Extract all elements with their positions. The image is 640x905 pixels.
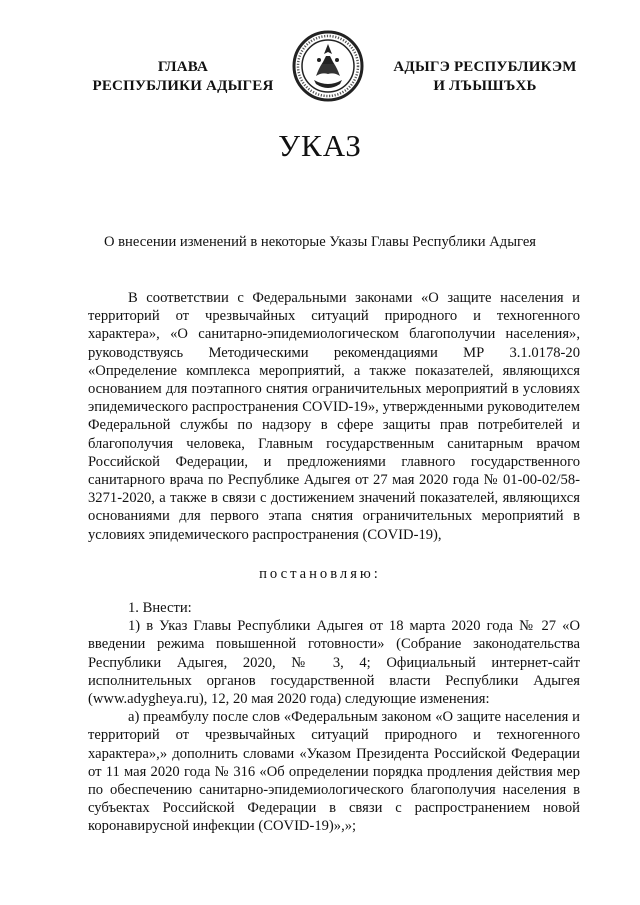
issuer-header-russian (88, 58, 278, 96)
item-1-subitem-1-a: а) преамбулу после слов «Федеральным законом «О защите населения и территорий от чрезвычайных ситуаций природного и техногенного характера»,» дополнить словами «Указом Президента Российской Федерации от 11 мая 2020 года № 316 «Об определении порядка продления действия мер по обеспечению санитарно-эпидемиологического благополучия населения в субъектах Российской Федерации в связи с распространением новой коронавирусной инфекции (COVID-19)»,»; (88, 709, 580, 835)
issuer-line-2: РЕСПУБЛИКИ АДЫГЕЯ (92, 78, 274, 94)
decree-word: постановляю: (259, 566, 381, 582)
issuer-line-2-adyghe: И ЛЪЫШЪХЬ (433, 78, 537, 94)
issuer-header-adyghe (385, 58, 585, 96)
amendments-block (88, 599, 580, 836)
coat-of-arms-emblem-icon (292, 30, 364, 102)
document-subject: О внесении изменений в некоторые Указы Главы Республики Адыгея (103, 234, 537, 250)
document-title: УКАЗ (278, 128, 362, 163)
item-1: 1. Внести: (128, 600, 192, 616)
issuer-line-1: ГЛАВА (157, 59, 209, 75)
preamble-block (88, 289, 580, 544)
item-1-subitem-1: 1) в Указ Главы Республики Адыгея от 18 марта 2020 года № 27 «О введении режима повышенной готовности» (Собрание законодательства Республики Адыгея, 2020, № 3, 4; Официальный интернет-сайт исполнительных органов государственной власти Республики Адыгея (www.adygheya.ru), 12, 20 мая 2020 года) следующие изменения: (88, 618, 580, 708)
issuer-line-1-adyghe: АДЫГЭ РЕСПУБЛИКЭМ (393, 59, 577, 75)
preamble-paragraph: В соответствии с Федеральными законами «О защите населения и территорий от чрезвычайных ситуаций природного и техногенного характера», «О санитарно-эпидемиологическом благополучии населения», руководствуясь Методическими рекомендациями МР 3.1.0178-20 «Определение комплекса мероприятий, а также показателей, являющихся основанием для поэтапного снятия ограничительных мероприятий в условиях эпидемического распространения COVID-19», утвержденными руководителем Федеральной службы по надзору в сфере защиты прав потребителей и благополучия человека, Главным государственным санитарным врачом Российской Федерации, и предложениями главного государственного санитарного врача по Республике Адыгея от 27 мая 2020 года № 01-00-02/58-3271-2020, а также в связи с достижением значений показателей, являющихся основаниями для первого этапа снятия ограничительных мероприятий в условиях эпидемического распространения (COVID-19), (88, 290, 580, 543)
